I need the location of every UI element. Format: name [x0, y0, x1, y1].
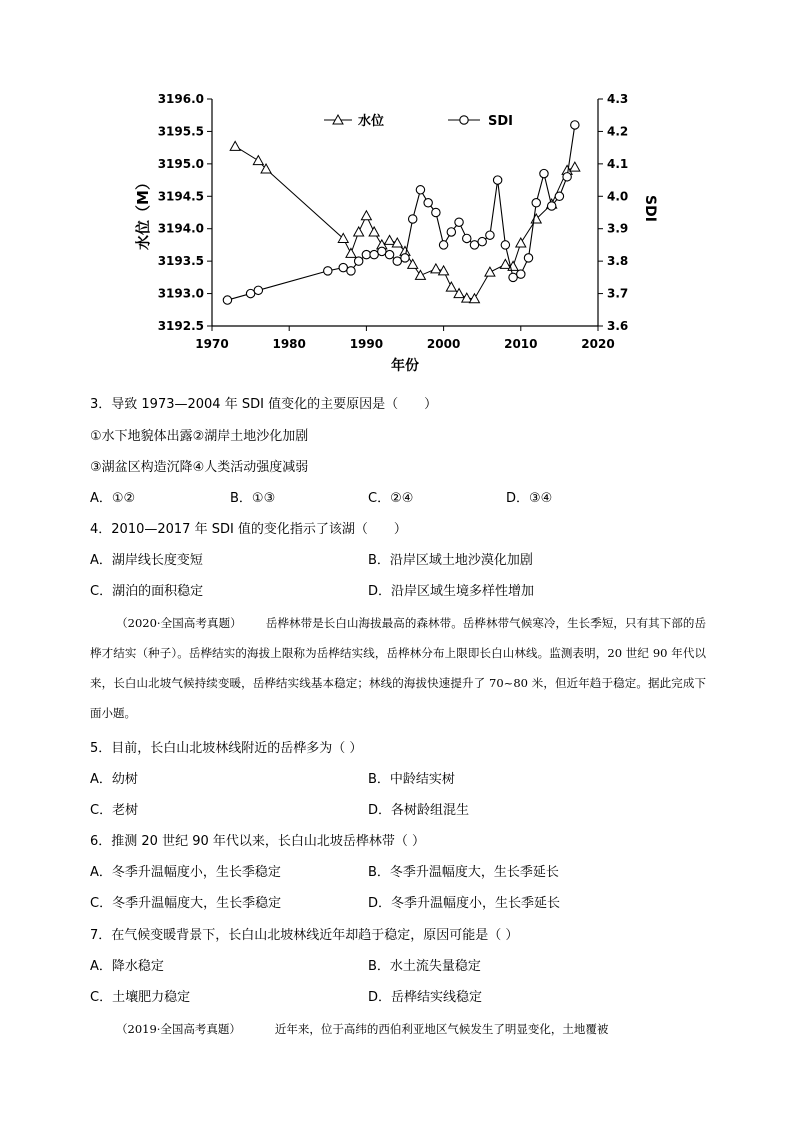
y-left-tick-label: 3193.5: [157, 254, 204, 269]
question-5-option-d: D．各树龄组混生: [368, 803, 470, 818]
sdi-point: [385, 250, 393, 258]
y-left-tick-label: 3193.0: [157, 286, 204, 301]
question-4-option-b: B．沿岸区域土地沙漠化加剧: [368, 553, 533, 568]
sdi-point: [463, 234, 471, 242]
question-7-stem: 7．在气候变暖背景下，长白山北坡林线近年却趋于稳定，原因可能是（ ）: [90, 928, 519, 943]
sdi-point: [416, 186, 424, 194]
water-level-point: [431, 264, 441, 273]
sdi-point: [362, 250, 370, 258]
question-5-stem: 5．目前，长白山北坡林线附近的岳桦多为（ ）: [90, 741, 363, 756]
x-tick-label: 1970: [195, 337, 229, 351]
sdi-point: [470, 241, 478, 249]
sdi-point: [432, 208, 440, 216]
sdi-point: [409, 215, 417, 223]
water-level-point: [408, 259, 418, 268]
sdi-point: [509, 273, 517, 281]
y-right-tick-label: 4.3: [607, 92, 629, 106]
question-4-option-c: C．湖泊的面积稳定: [90, 584, 204, 599]
water-level-sdi-chart: [130, 80, 658, 380]
y-right-tick-label: 3.7: [607, 286, 629, 301]
passage-2019: [90, 1014, 706, 1044]
question-7-option-a: A．降水稳定: [90, 959, 164, 974]
sdi-point: [540, 169, 548, 177]
question-6-option-c: C．冬季升温幅度大，生长季稳定: [90, 896, 282, 911]
question-3-option-d: D．③④: [506, 491, 553, 506]
sdi-point: [354, 257, 362, 265]
water-level-point: [230, 141, 240, 150]
sdi-point: [532, 199, 540, 207]
sdi-point: [524, 254, 532, 262]
water-level-point: [354, 227, 364, 236]
x-tick-label: 1980: [272, 337, 306, 351]
water-level-point: [570, 162, 580, 171]
y-left-tick-label: 3194.0: [157, 221, 204, 236]
question-3-option-a: A．①②: [90, 491, 136, 506]
sdi-point: [455, 218, 463, 226]
legend-circle-icon: [460, 116, 468, 124]
sdi-point: [223, 296, 231, 304]
question-3-statement-2: ③湖盆区构造沉降④人类活动强度减弱: [90, 460, 309, 475]
series-sdi: [223, 121, 579, 305]
question-6-option-a: A．冬季升温幅度小，生长季稳定: [90, 865, 281, 880]
sdi-point: [401, 254, 409, 262]
sdi-point: [324, 267, 332, 275]
sdi-point: [478, 237, 486, 245]
passage-2019-text: 近年来，位于高纬的西伯利亚地区气候发生了明显变化，土地覆被: [274, 1022, 609, 1036]
y-axis-right-label: SDI: [642, 195, 658, 222]
y-right-tick-label: 4.2: [607, 124, 629, 139]
y-left-tick-label: 3195.5: [157, 124, 204, 139]
question-3-statement-1: ①水下地貌体出露②湖岸土地沙化加剧: [90, 429, 309, 444]
y-right-tick-label: 3.9: [607, 221, 629, 236]
y-left-tick-label: 3196.0: [157, 92, 204, 106]
x-tick-label: 1990: [349, 337, 384, 351]
water-level-point: [361, 211, 371, 220]
water-level-point: [346, 248, 356, 257]
question-6-option-b: B．冬季升温幅度大，生长季延长: [368, 865, 559, 880]
water-level-point: [446, 282, 456, 291]
y-right-tick-label: 4.1: [607, 156, 629, 171]
sdi-point: [347, 267, 355, 275]
sdi-point: [547, 202, 555, 210]
question-6-stem: 6．推测 20 世纪 90 年代以来，长白山北坡岳桦林带（ ）: [90, 834, 426, 849]
sdi-point: [424, 199, 432, 207]
passage-2020-source: （2020·全国高考真题）: [116, 616, 242, 630]
legend-water-level-label: 水位: [358, 114, 385, 129]
x-tick-label: 2020: [581, 337, 615, 351]
question-5-option-a: A．幼树: [90, 772, 138, 787]
x-axis-label: 年份: [391, 358, 419, 374]
sdi-point: [555, 192, 563, 200]
y-left-tick-label: 3194.5: [157, 189, 204, 204]
sdi-point: [486, 231, 494, 239]
series-water-level: [230, 141, 580, 302]
sdi-point: [493, 176, 501, 184]
x-tick-label: 2000: [426, 337, 461, 351]
water-level-point: [485, 267, 495, 276]
y-right-tick-label: 3.8: [607, 254, 629, 269]
sdi-point: [378, 247, 386, 255]
sdi-point: [501, 241, 509, 249]
water-level-point: [253, 156, 263, 165]
sdi-point: [517, 270, 525, 278]
y-right-tick-label: 4.0: [607, 189, 629, 204]
water-level-point: [516, 238, 526, 247]
passage-2020: [90, 608, 706, 728]
y-axis-left-label: 水位（M）: [134, 175, 152, 250]
sdi-point: [246, 289, 254, 297]
question-7-option-d: D．岳桦结实线稳定: [368, 990, 483, 1005]
question-4-option-a: A．湖岸线长度变短: [90, 553, 203, 568]
water-level-point: [369, 227, 379, 236]
passage-2019-source: （2019·全国高考真题）: [116, 1022, 241, 1036]
question-7-option-b: B．水土流失量稳定: [368, 959, 481, 974]
question-4-option-d: D．沿岸区域生境多样性增加: [368, 584, 535, 599]
chart-axes: [134, 92, 658, 374]
question-3-option-c: C．②④: [368, 491, 414, 506]
y-left-tick-label: 3195.0: [157, 156, 204, 171]
question-3-option-b: B．①③: [230, 491, 276, 506]
chart-legend: [324, 113, 513, 129]
question-6-option-d: D．冬季升温幅度小，生长季延长: [368, 896, 561, 911]
water-level-point: [385, 235, 395, 244]
question-3-stem: 3．导致 1973—2004 年 SDI 值变化的主要原因是（ ）: [90, 397, 438, 412]
sdi-point: [571, 121, 579, 129]
sdi-point: [370, 250, 378, 258]
sdi-point: [563, 173, 571, 181]
y-left-tick-label: 3192.5: [157, 319, 204, 333]
y-right-tick-label: 3.6: [607, 319, 629, 333]
legend-sdi-label: SDI: [488, 114, 513, 129]
sdi-point: [393, 257, 401, 265]
question-5-option-b: B．中龄结实树: [368, 772, 455, 787]
x-tick-label: 2010: [504, 337, 538, 351]
question-5-option-c: C．老树: [90, 803, 139, 818]
question-7-option-c: C．土壤肥力稳定: [90, 990, 191, 1005]
sdi-point: [254, 286, 262, 294]
question-4-stem: 4．2010—2017 年 SDI 值的变化指示了该湖（ ）: [90, 522, 407, 537]
sdi-point: [439, 241, 447, 249]
sdi-point: [339, 263, 347, 271]
passage-2020-text: 岳桦林带是长白山海拔最高的森林带。岳桦林带气候寒冷，生长季短，只有其下部的岳桦才结实（种子）。岳桦结实的海拔上限称为岳桦结实线，岳桦林分布上限即长白山林线。监测表明，20 世纪 90 年代以来，长白山北坡气候持续变暖，岳桦结实线基本稳定；林线的海拔快速提升了 70~80 米，但近年趋于稳定。据此完成下面小题。: [90, 616, 707, 720]
sdi-point: [447, 228, 455, 236]
water-level-point: [415, 270, 425, 279]
